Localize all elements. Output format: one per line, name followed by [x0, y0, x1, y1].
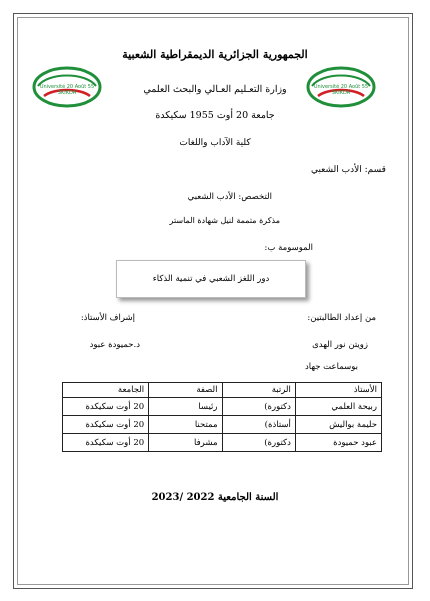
students-label: من إعداد الطالبتين:	[307, 313, 376, 323]
memoir-label: مذكرة متممة لنيل شهادة الماستر	[169, 216, 280, 225]
supervisor-label: إشراف الأستاذ:	[80, 313, 135, 323]
jury-cell-name: ربيحة العلمي	[295, 398, 381, 416]
jury-row	[63, 434, 382, 452]
university-logo-left	[32, 66, 102, 108]
jury-row	[63, 416, 382, 434]
jury-header-professor: الأستاذ	[295, 383, 381, 398]
student-name-1: زويتن نور الهدى	[312, 340, 368, 350]
logo-left-text1: Université 20 Août 55	[39, 84, 95, 90]
logo-left-text2: SKIKDA	[57, 90, 77, 96]
jury-cell-university: 20 أوت سكيكدة	[63, 416, 149, 434]
subject-box	[116, 260, 306, 298]
jury-table	[62, 382, 382, 452]
republic-title: الجمهورية الجزائرية الديمقراطية الشعبية	[122, 48, 308, 61]
supervisor-name: د.حميودة عبود	[89, 340, 140, 350]
jury-header-rank: الرتبة	[222, 383, 295, 398]
logo-right-text1: Université 20 Août 55	[313, 84, 369, 90]
university-logo-right	[306, 66, 376, 108]
jury-cell-rank: دكتورة)	[222, 434, 295, 452]
jury-cell-university: 20 أوت سكيكدة	[63, 398, 149, 416]
jury-cell-name: عبود حميودة	[295, 434, 381, 452]
jury-header-university: الجامعة	[63, 383, 149, 398]
subject-title: دور اللغز الشعبي في تنمية الذكاء	[152, 274, 270, 284]
jury-header-row	[63, 383, 382, 398]
jury-cell-name: حليمة بواليش	[295, 416, 381, 434]
university-title: جامعة 20 أوت 1955 سكيكدة	[155, 110, 275, 121]
ministry-title: وزارة التعـليم العـالي والبحث العلمي	[143, 84, 287, 95]
department-label: قسم: الأدب الشعبي	[310, 165, 386, 175]
academic-year: السنة الجامعية 2022 /2023	[151, 492, 279, 503]
titled-label: الموسومة ب:	[264, 243, 313, 253]
faculty-title: كلية الآداب واللغات	[179, 138, 251, 148]
jury-cell-role: رئيسا	[149, 398, 222, 416]
jury-cell-rank: أستاذة)	[222, 416, 295, 434]
jury-header-role: الصفة	[149, 383, 222, 398]
jury-cell-university: 20 أوت سكيكدة	[63, 434, 149, 452]
jury-cell-rank: دكتورة)	[222, 398, 295, 416]
jury-cell-role: مشرفا	[149, 434, 222, 452]
specialty-label: التخصص: الأدب الشعبي	[187, 192, 272, 202]
student-name-2: بوسماعت جهاد	[304, 362, 358, 372]
jury-row	[63, 398, 382, 416]
logo-right-text2: SKIKDA	[331, 90, 351, 96]
jury-cell-role: ممتحنا	[149, 416, 222, 434]
